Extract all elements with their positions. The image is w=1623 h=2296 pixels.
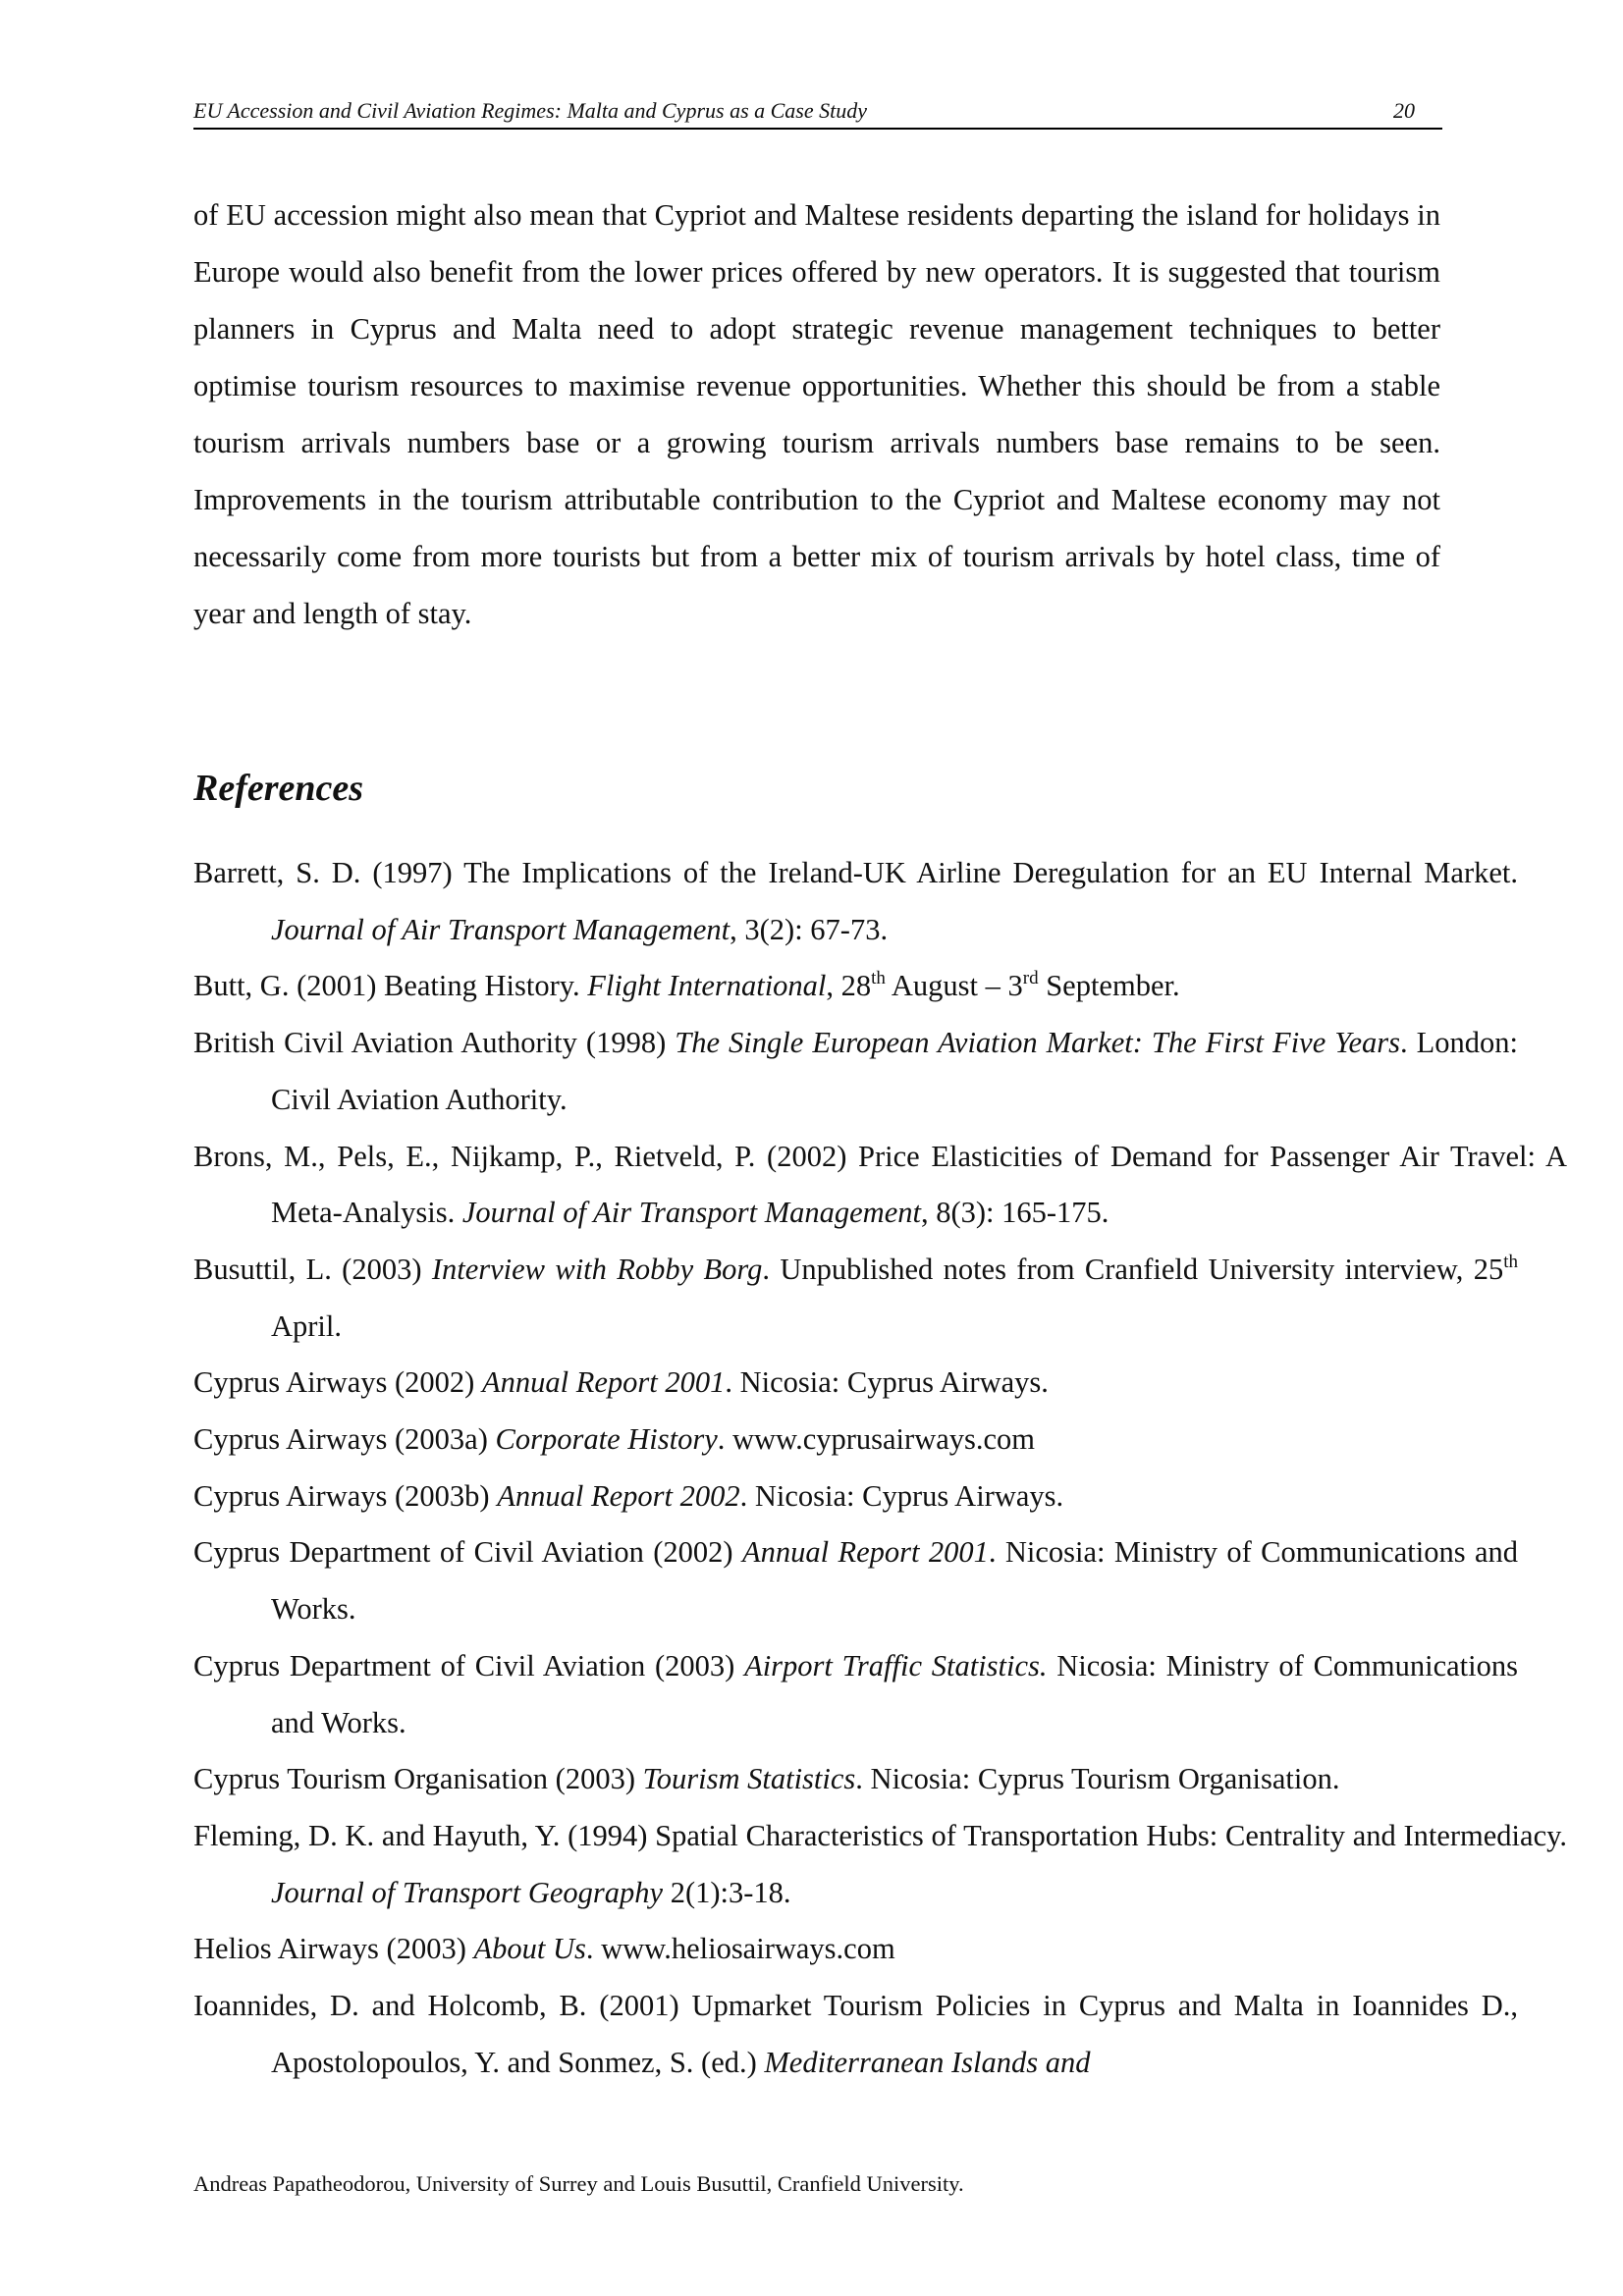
reference-entry: Brons, M., Pels, E., Nijkamp, P., Rietveld, P. (2002) Price Elasticities of Demand for Passenger Air Travel: A Meta-Analysis. Journal of Air Transport Management, 8(3): 165-175. — [193, 1139, 1567, 1230]
header-title: EU Accession and Civil Aviation Regimes: Malta and Cyprus as a Case Study — [193, 98, 868, 123]
body-paragraph: of EU accession might also mean that Cypriot and Maltese residents departing the island for holidays in Europe would also benefit from the lower prices offered by new operators. It is suggested that tourism planners in Cyprus and Malta need to adopt strategic revenue management techniques to better optimise tourism resources to maximise revenue opportunities. Whether this should be from a stable tourism arrivals numbers base or a growing tourism arrivals numbers base remains to be seen. Improvements in the tourism attributable contribution to the Cypriot and Maltese economy may not necessarily come from more tourists but from a better mix of tourism arrivals by hotel class, time of year and length of stay. — [193, 198, 1440, 630]
reference-entry: Cyprus Tourism Organisation (2003) Tourism Statistics. Nicosia: Cyprus Tourism Organisation. — [193, 1762, 1340, 1796]
reference-entry: Cyprus Department of Civil Aviation (2002) Annual Report 2001. Nicosia: Ministry of Communications and Works. — [193, 1535, 1518, 1627]
reference-entry: Cyprus Airways (2003a) Corporate History. www.cyprusairways.com — [193, 1422, 1036, 1457]
reference-entry: Fleming, D. K. and Hayuth, Y. (1994) Spatial Characteristics of Transportation Hubs: Centrality and Intermediacy. Journal of Transport Geography 2(1):3-18. — [193, 1818, 1567, 1909]
reference-entry: Cyprus Department of Civil Aviation (2003) Airport Traffic Statistics. Nicosia: Ministry of Communications and Works. — [193, 1648, 1518, 1739]
reference-entry: Barrett, S. D. (1997) The Implications of the Ireland-UK Airline Deregulation for an EU Internal Market. Journal of Air Transport Management, 3(2): 67-73. — [193, 856, 1518, 946]
reference-entry: Ioannides, D. and Holcomb, B. (2001) Upmarket Tourism Policies in Cyprus and Malta in Ioannides D., Apostolopoulos, Y. and Sonmez, S. (ed.) Mediterranean Islands and — [193, 1989, 1518, 2079]
reference-entry: British Civil Aviation Authority (1998) The Single European Aviation Market: The First Five Years. London: Civil Aviation Authority. — [193, 1026, 1518, 1116]
reference-entry: Cyprus Airways (2002) Annual Report 2001. Nicosia: Cyprus Airways. — [193, 1365, 1049, 1400]
page-number: 20 — [1393, 98, 1415, 123]
page-footer: Andreas Papatheodorou, University of Surrey and Louis Busuttil, Cranfield University. — [193, 2171, 964, 2196]
reference-entry: Helios Airways (2003) About Us. www.heliosairways.com — [193, 1932, 895, 1966]
reference-entry: Butt, G. (2001) Beating History. Flight International, 28th August – 3rd September. — [193, 968, 1180, 1003]
reference-entry: Cyprus Airways (2003b) Annual Report 2002. Nicosia: Cyprus Airways. — [193, 1478, 1064, 1513]
running-header — [193, 98, 1442, 130]
reference-entry: Busuttil, L. (2003) Interview with Robby Borg. Unpublished notes from Cranfield University interview, 25th April. — [193, 1251, 1519, 1343]
references-heading: References — [193, 768, 364, 809]
references-list — [193, 845, 1567, 2091]
